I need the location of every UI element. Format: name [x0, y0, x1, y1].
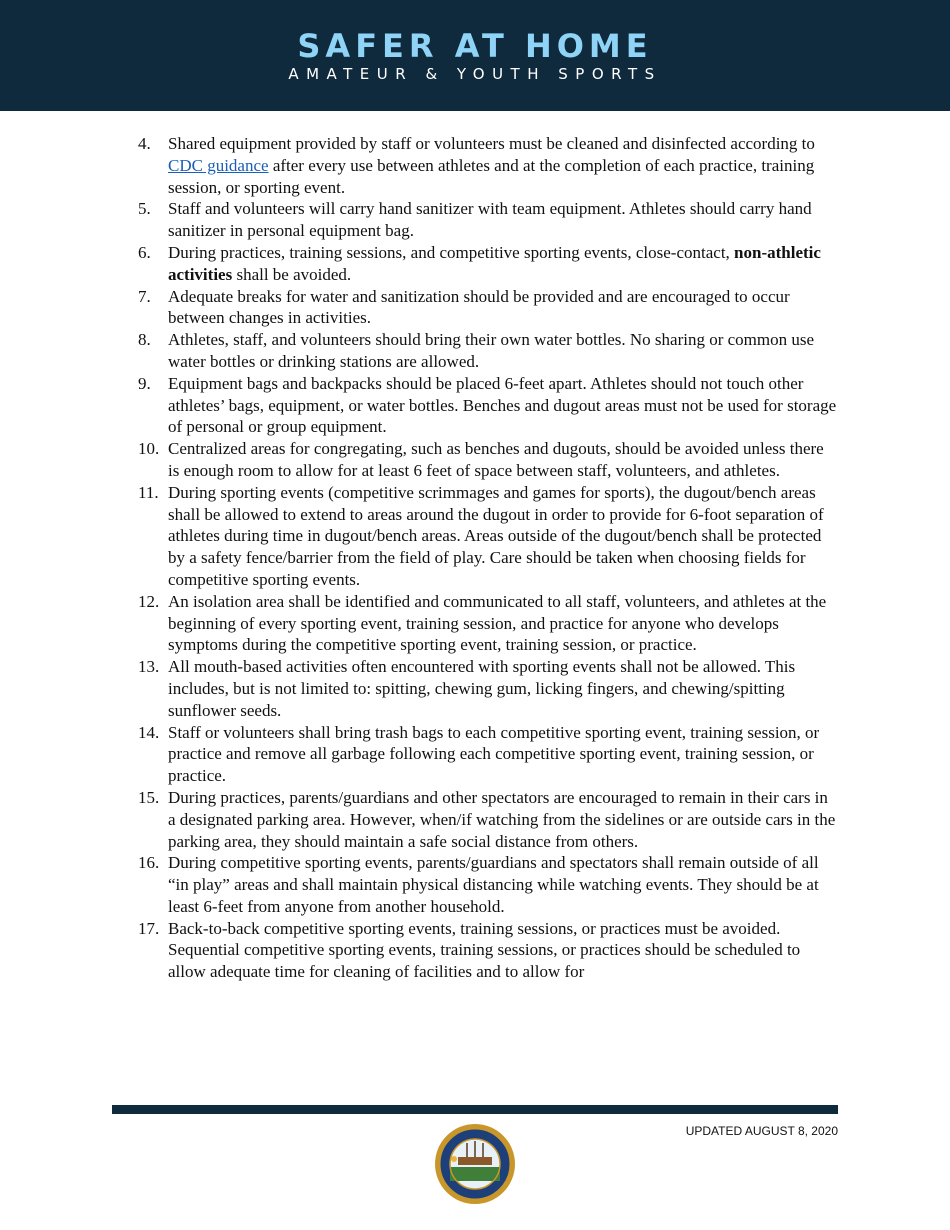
guideline-number: 16. [138, 853, 160, 873]
guideline-item [138, 373, 838, 438]
guideline-number: 17. [138, 918, 160, 938]
guideline-item [138, 286, 838, 330]
guideline-text [168, 723, 819, 786]
guideline-item [138, 329, 838, 373]
guideline-number: 13. [138, 657, 160, 677]
text-segment: During sporting events (competitive scrimmages and games for sports), the dugout/bench areas shall be allowed to extend to areas around the dugout in order to provide for 6-foot separation of athletes during time in dugout/bench areas. Areas outside of the dugout/bench shall be protected by a safety fence/barrier from the field of play. Care should be taken when choosing fields for competitive sporting events. [168, 482, 824, 589]
guideline-text [168, 134, 815, 197]
text-segment: Back-to-back competitive sporting events, training sessions, or practices must be avoided. Sequential competitive sporting events, training sessions, or practices should be scheduled to allow adequate time for cleaning of facilities and to allow for [168, 918, 801, 982]
guidelines-list [138, 133, 838, 983]
text-segment: Shared equipment provided by staff or volunteers must be cleaned and disinfected according to [168, 134, 815, 153]
guideline-item [138, 656, 838, 721]
guideline-number: 7. [138, 286, 151, 306]
header-title: SAFER AT HOME [297, 27, 653, 65]
state-seal-icon [434, 1123, 516, 1205]
guideline-text [168, 853, 819, 916]
guideline-item [138, 591, 838, 656]
text-segment: During practices, training sessions, and competitive sporting events, close-contact, [168, 242, 735, 262]
guideline-item [138, 198, 838, 242]
guideline-text [168, 330, 814, 371]
guideline-text [168, 374, 836, 437]
guideline-text [168, 243, 821, 284]
guideline-number: 4. [138, 134, 151, 153]
text-segment: Adequate breaks for water and sanitization should be provided and are encouraged to occur between changes in activities. [168, 286, 790, 328]
text-segment: Centralized areas for congregating, such as benches and dugouts, should be avoided unless there is enough room to allow for at least 6 feet of space between staff, volunteers, and athletes. [168, 439, 824, 480]
guideline-text [168, 483, 824, 589]
guideline-text [168, 199, 812, 240]
text-segment: An isolation area shall be identified and communicated to all staff, volunteers, and athletes at the beginning of every sporting event, training session, and practice for anyone who develops symptoms during the competitive sporting event, training session, or practice. [168, 591, 827, 655]
text-segment: All mouth-based activities often encountered with sporting events shall not be allowed. This includes, but is not limited to: spitting, chewing gum, licking fingers, and chewing/spitting sunflower seeds. [168, 657, 796, 720]
text-segment: Athletes, staff, and volunteers should bring their own water bottles. No sharing or common use water bottles or drinking stations are allowed. [168, 330, 815, 371]
text-segment: shall be avoided. [232, 264, 352, 284]
guideline-text [168, 439, 824, 480]
guideline-number: 10. [138, 439, 160, 459]
text-segment: During competitive sporting events, parents/guardians and spectators shall remain outside of all “in play” areas and shall maintain physical distancing while watching events. They should be at least 6-feet from anyone from another household. [168, 853, 819, 916]
text-segment: Staff or volunteers shall bring trash bags to each competitive sporting event, training session, or practice and remove all garbage following each competitive sporting event, training session, or practice. [168, 722, 820, 786]
guideline-number: 15. [138, 787, 160, 807]
updated-date: UPDATED AUGUST 8, 2020 [685, 1124, 838, 1138]
guideline-text [168, 657, 795, 720]
guideline-text [168, 592, 826, 655]
footer-divider [112, 1105, 838, 1114]
guideline-number: 12. [138, 591, 160, 611]
guideline-item [138, 722, 838, 787]
guideline-number: 11. [138, 482, 159, 502]
guideline-number: 14. [138, 722, 160, 742]
guideline-text [168, 788, 835, 851]
guideline-item [138, 787, 838, 852]
header-subtitle: AMATEUR & YOUTH SPORTS [288, 65, 662, 83]
guideline-number: 5. [138, 199, 151, 219]
guideline-item [138, 438, 838, 482]
cdc-guidance-link[interactable]: CDC guidance [168, 155, 269, 175]
guideline-item [138, 852, 838, 917]
text-segment: after every use between athletes and at the completion of each practice, training session, or sporting event. [168, 155, 815, 197]
page-header [0, 0, 950, 111]
emphasis-text: non-athletic activities [168, 242, 821, 284]
guideline-item [138, 133, 838, 198]
guideline-item [138, 242, 838, 286]
guideline-item [138, 482, 838, 591]
guideline-text [168, 287, 790, 328]
text-segment: Equipment bags and backpacks should be placed 6-feet apart. Athletes should not touch other athletes’ bags, equipment, or water bottles. Benches and dugout areas must not be used for storage of personal or group equipment. [168, 373, 837, 437]
guideline-number: 9. [138, 373, 151, 393]
text-segment: During practices, parents/guardians and other spectators are encouraged to remain in their cars in a designated parking area. However, when/if watching from the sidelines or are outside cars in the parking area, they should maintain a safe social distance from others. [168, 787, 836, 851]
guideline-number: 8. [138, 330, 151, 350]
guideline-text [168, 919, 800, 982]
guideline-item [138, 918, 838, 983]
guideline-number: 6. [138, 242, 151, 262]
text-segment: Staff and volunteers will carry hand sanitizer with team equipment. Athletes should carry hand sanitizer in personal equipment bag. [168, 199, 812, 241]
